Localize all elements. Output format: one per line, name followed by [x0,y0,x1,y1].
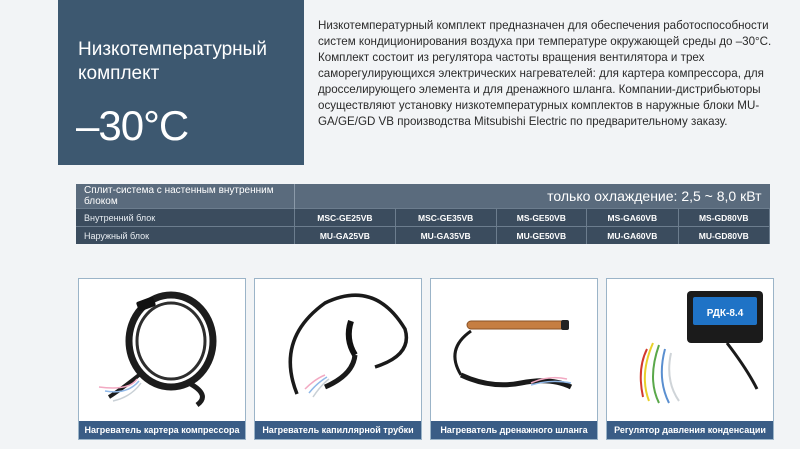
capillary-heater-image [255,279,421,421]
spec-table [76,184,770,244]
model-cell: MU-GE50VB [496,227,587,245]
device-label: РДК-8.4 [706,308,744,319]
product-caption: Нагреватель картера компрессора [79,421,245,439]
row-label: Наружный блок [76,227,295,245]
temperature-title: –30°C [76,102,189,149]
title-panel [58,0,304,165]
spec-header-row [76,184,770,209]
product-card-regulator [606,278,774,440]
row-label: Внутренний блок [76,209,295,227]
model-cell: MU-GD80VB [678,227,769,245]
model-cell: MU-GA35VB [395,227,496,245]
table-row [76,227,770,245]
product-caption: Нагреватель капиллярной трубки [255,421,421,439]
product-card-drain [430,278,598,440]
product-caption: Регулятор давления конденсации [607,421,773,439]
model-cell: MU-GA60VB [587,227,678,245]
products-gallery [78,278,776,438]
model-cell: MS-GD80VB [678,209,769,227]
spec-header-label: Сплит-система с настенным внутренним блоком [76,184,295,209]
pressure-regulator-image [607,279,773,421]
model-cell: MS-GE50VB [496,209,587,227]
product-caption: Нагреватель дренажного шланга [431,421,597,439]
product-card-capillary [254,278,422,440]
model-cell: MS-GA60VB [587,209,678,227]
description-text: Низкотемпературный комплект предназначен для обеспечения работоспособности систем кондиционирования воздуха при температуре окружающей среды до –30°С. Комплект состоит из регулятора частоты вращения вентилятора и трех саморегулирующихся электрических нагревателей: для картера компрессора, для дросселирующего элемента и для дренажного шланга. Компании-дистрибьюторы осуществляют установку низкотемпературных комплектов в наружные блоки MU-GA/GE/GD VB производства Mitsubishi Electric по предварительному заказу. [318,19,772,128]
model-cell: MSC-GE35VB [395,209,496,227]
table-row [76,209,770,227]
model-cell: MSC-GE25VB [295,209,396,227]
drain-heater-image [431,279,597,421]
crankcase-heater-image [79,279,245,421]
title-text: Низкотемпературный комплект [78,39,267,84]
product-card-crankcase [78,278,246,440]
cooling-range-label: только охлаждение: 2,5 ~ 8,0 кВт [295,184,770,209]
model-cell: MU-GA25VB [295,227,396,245]
